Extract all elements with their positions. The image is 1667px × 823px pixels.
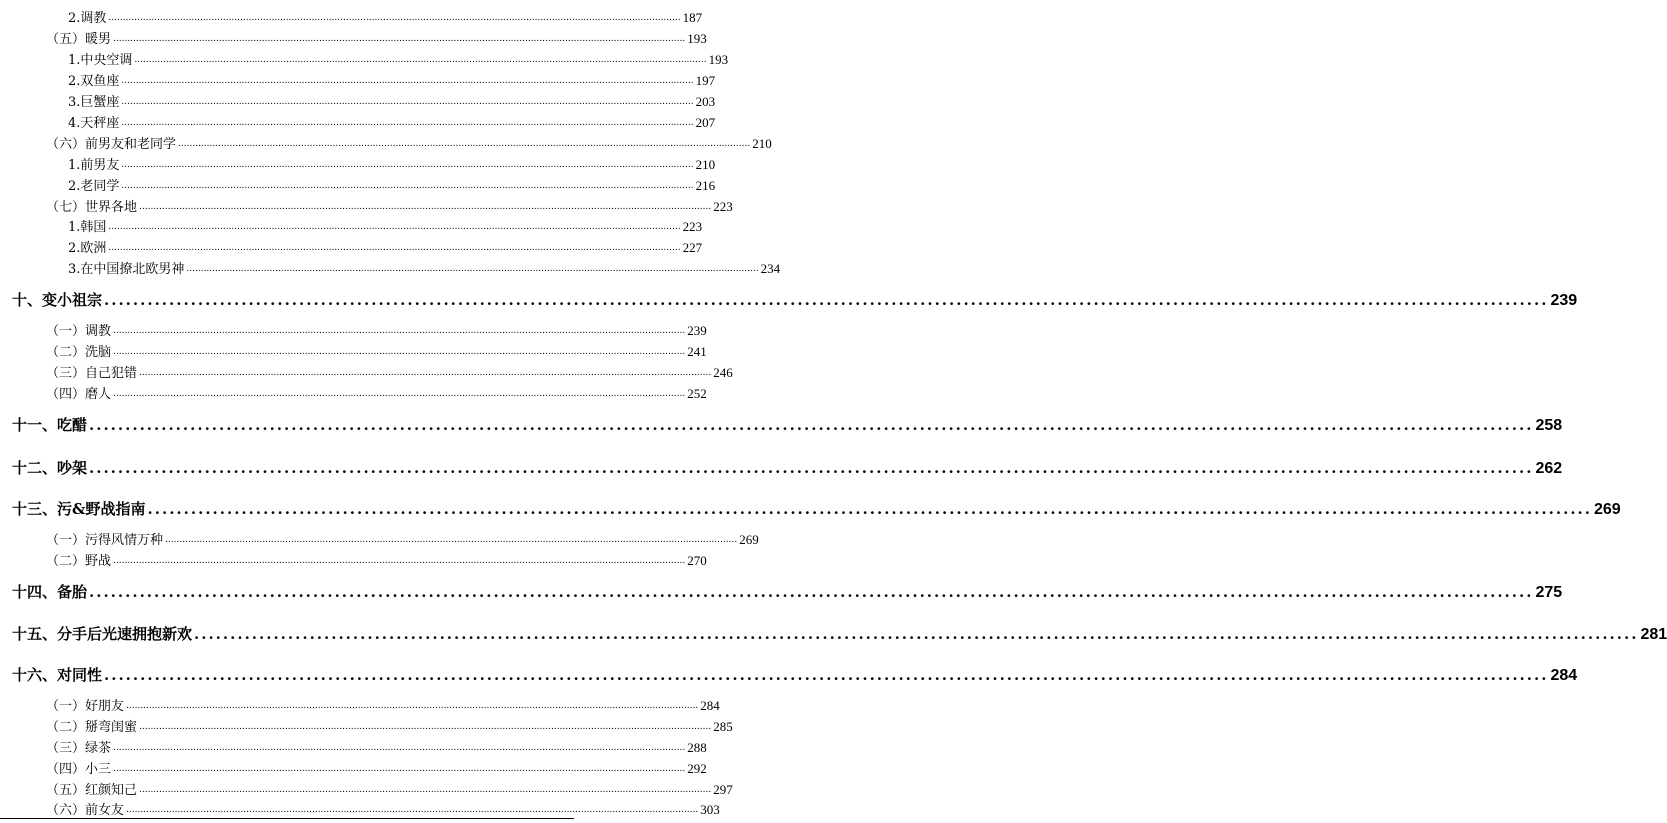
toc-section-entry[interactable]: [68, 8, 703, 26]
dot-leader: ........................................................................................................................................................................................................: [113, 556, 686, 566]
toc-entry-title: （四）小三: [46, 762, 112, 777]
toc-section-entry[interactable]: [68, 50, 729, 68]
toc-chapter-entry[interactable]: [12, 497, 1621, 519]
toc-entry-title: （五）红颜知己: [46, 783, 138, 798]
toc-section-entry[interactable]: [68, 71, 716, 89]
toc-entry-title: 十五、分手后光速拥抱新欢: [12, 625, 193, 643]
toc-section-entry[interactable]: [46, 321, 707, 339]
toc-entry-title: 4.天秤座: [68, 116, 120, 131]
toc-entry-title: （二）野战: [46, 554, 112, 569]
toc-page-number: 227: [682, 240, 703, 255]
toc-entry-title: （五）暖男: [46, 32, 112, 47]
toc-page-number: 203: [695, 94, 716, 109]
toc-page-number: 284: [700, 698, 720, 713]
dot-leader: ........................................................................................................................................................................................................: [108, 13, 681, 23]
toc-page-number: 223: [713, 199, 733, 214]
toc-page-number: 234: [760, 261, 781, 276]
toc-entry-title: （四）磨人: [46, 387, 112, 402]
toc-page-number: 193: [708, 52, 729, 67]
dot-leader: ........................................................................................................................................................................................................: [121, 160, 694, 170]
toc-page-number: 197: [695, 73, 716, 88]
dot-leader: ........................................................................................................................................................................................................: [108, 243, 681, 253]
toc-entry-title: （二）洗脑: [46, 345, 112, 360]
toc-page-number: 239: [1550, 292, 1578, 309]
toc-section-entry[interactable]: [46, 134, 772, 152]
toc-section-entry[interactable]: [68, 155, 716, 173]
toc-entry-title: （六）前男友和老同学: [46, 137, 177, 152]
dot-leader: ........................................................................................................................................................................................................: [139, 785, 712, 795]
toc-entry-title: （六）前女友: [46, 803, 125, 818]
toc-section-entry[interactable]: [68, 92, 716, 110]
toc-section-entry[interactable]: [68, 176, 716, 194]
toc-page-number: 269: [1593, 501, 1621, 518]
dot-leader: ........................................................................................................................................................................................................: [104, 666, 1549, 684]
toc-section-entry[interactable]: [46, 759, 707, 777]
dot-leader: ........................................................................................................................................................................................................: [121, 76, 694, 86]
toc-chapter-entry[interactable]: [12, 456, 1563, 478]
toc-page-number: 285: [713, 719, 733, 734]
dot-leader: ........................................................................................................................................................................................................: [113, 34, 686, 44]
toc-page-number: 275: [1535, 584, 1563, 601]
toc-section-entry[interactable]: [46, 342, 707, 360]
toc-page-number: 281: [1640, 626, 1667, 643]
toc-entry-title: 十二、吵架: [12, 459, 88, 477]
toc-section-entry[interactable]: [46, 800, 720, 818]
toc-page-number: 258: [1535, 417, 1563, 434]
page-bottom-rule: [0, 818, 574, 819]
toc-page-number: 270: [687, 553, 707, 568]
toc-entry-title: 3.巨蟹座: [68, 95, 120, 110]
toc-chapter-entry[interactable]: [12, 413, 1563, 435]
toc-section-entry[interactable]: [46, 530, 759, 548]
toc-section-entry[interactable]: [46, 384, 707, 402]
dot-leader: ........................................................................................................................................................................................................: [89, 583, 1534, 601]
toc-section-entry[interactable]: [68, 238, 703, 256]
toc-page-number: 210: [752, 136, 772, 151]
dot-leader: ........................................................................................................................................................................................................: [113, 743, 686, 753]
toc-chapter-entry[interactable]: [12, 288, 1578, 310]
toc-page-number: 252: [687, 386, 707, 401]
toc-section-entry[interactable]: [46, 197, 733, 215]
toc-entry-title: （一）污得风情万种: [46, 533, 164, 548]
toc-section-entry[interactable]: [68, 113, 716, 131]
toc-section-entry[interactable]: [46, 363, 733, 381]
dot-leader: ........................................................................................................................................................................................................: [113, 326, 686, 336]
toc-page-number: 292: [687, 761, 707, 776]
toc-entry-title: 2.调教: [68, 11, 107, 26]
toc-entry-title: 十四、备胎: [12, 583, 88, 601]
toc-page-number: 297: [713, 782, 733, 797]
dot-leader: ........................................................................................................................................................................................................: [121, 118, 694, 128]
toc-section-entry[interactable]: [46, 780, 733, 798]
toc-page-number: 207: [695, 115, 716, 130]
toc-chapter-entry[interactable]: [12, 663, 1578, 685]
toc-page-number: 223: [682, 219, 703, 234]
toc-entry-title: （二）掰弯闺蜜: [46, 720, 138, 735]
dot-leader: ........................................................................................................................................................................................................: [89, 459, 1534, 477]
dot-leader: ........................................................................................................................................................................................................: [126, 701, 699, 711]
toc-entry-title: （七）世界各地: [46, 200, 138, 215]
toc-entry-title: 2.双鱼座: [68, 74, 120, 89]
toc-entry-title: 3.在中国撩北欧男神: [68, 262, 185, 277]
toc-page-number: 210: [695, 157, 716, 172]
toc-section-entry[interactable]: [46, 29, 707, 47]
toc-page-number: 288: [687, 740, 707, 755]
toc-page-number: 246: [713, 365, 733, 380]
toc-section-entry[interactable]: [46, 551, 707, 569]
dot-leader: ........................................................................................................................................................................................................: [178, 139, 751, 149]
toc-entry-title: 1.前男友: [68, 158, 120, 173]
toc-page-number: 262: [1535, 460, 1563, 477]
toc-page-number: 241: [687, 344, 707, 359]
toc-entry-title: （三）绿茶: [46, 741, 112, 756]
toc-section-entry[interactable]: [46, 717, 733, 735]
dot-leader: ........................................................................................................................................................................................................: [139, 368, 712, 378]
toc-entry-title: 十六、对同性: [12, 666, 103, 684]
dot-leader: ........................................................................................................................................................................................................: [139, 722, 712, 732]
toc-chapter-entry[interactable]: [12, 580, 1563, 602]
toc-page-number: 284: [1550, 667, 1578, 684]
dot-leader: ........................................................................................................................................................................................................: [134, 55, 707, 65]
toc-section-entry[interactable]: [46, 696, 720, 714]
dot-leader: ........................................................................................................................................................................................................: [89, 416, 1534, 434]
toc-section-entry[interactable]: [68, 217, 703, 235]
dot-leader: ........................................................................................................................................................................................................: [165, 535, 738, 545]
dot-leader: ........................................................................................................................................................................................................: [121, 97, 694, 107]
dot-leader: ........................................................................................................................................................................................................: [113, 347, 686, 357]
dot-leader: ........................................................................................................................................................................................................: [113, 764, 686, 774]
dot-leader: ........................................................................................................................................................................................................: [186, 264, 759, 274]
toc-entry-title: 十三、污&野战指南: [12, 500, 146, 518]
toc-entry-title: （三）自己犯错: [46, 366, 138, 381]
toc-entry-title: （一）调教: [46, 324, 112, 339]
toc-section-entry[interactable]: [68, 259, 781, 277]
dot-leader: ........................................................................................................................................................................................................: [126, 805, 699, 815]
dot-leader: ........................................................................................................................................................................................................: [113, 389, 686, 399]
toc-entry-title: （一）好朋友: [46, 699, 125, 714]
toc-page-number: 239: [687, 323, 707, 338]
toc-chapter-entry[interactable]: [12, 622, 1667, 644]
toc-entry-title: 1.韩国: [68, 220, 107, 235]
toc-entry-title: 十一、吃醋: [12, 416, 88, 434]
toc-entry-title: 1.中央空调: [68, 53, 133, 68]
dot-leader: ........................................................................................................................................................................................................: [121, 181, 694, 191]
toc-page-number: 193: [687, 31, 707, 46]
toc-entry-title: 2.欧洲: [68, 241, 107, 256]
toc-page-number: 269: [739, 532, 759, 547]
dot-leader: ........................................................................................................................................................................................................: [194, 625, 1639, 643]
toc-section-entry[interactable]: [46, 738, 707, 756]
toc-entry-title: 2.老同学: [68, 179, 120, 194]
toc-page-number: 303: [700, 802, 720, 817]
toc-page-number: 216: [695, 178, 716, 193]
toc-entry-title: 十、变小祖宗: [12, 291, 103, 309]
dot-leader: ........................................................................................................................................................................................................: [147, 500, 1592, 518]
dot-leader: ........................................................................................................................................................................................................: [104, 291, 1549, 309]
dot-leader: ........................................................................................................................................................................................................: [139, 202, 712, 212]
toc-page-number: 187: [682, 10, 703, 25]
dot-leader: ........................................................................................................................................................................................................: [108, 222, 681, 232]
